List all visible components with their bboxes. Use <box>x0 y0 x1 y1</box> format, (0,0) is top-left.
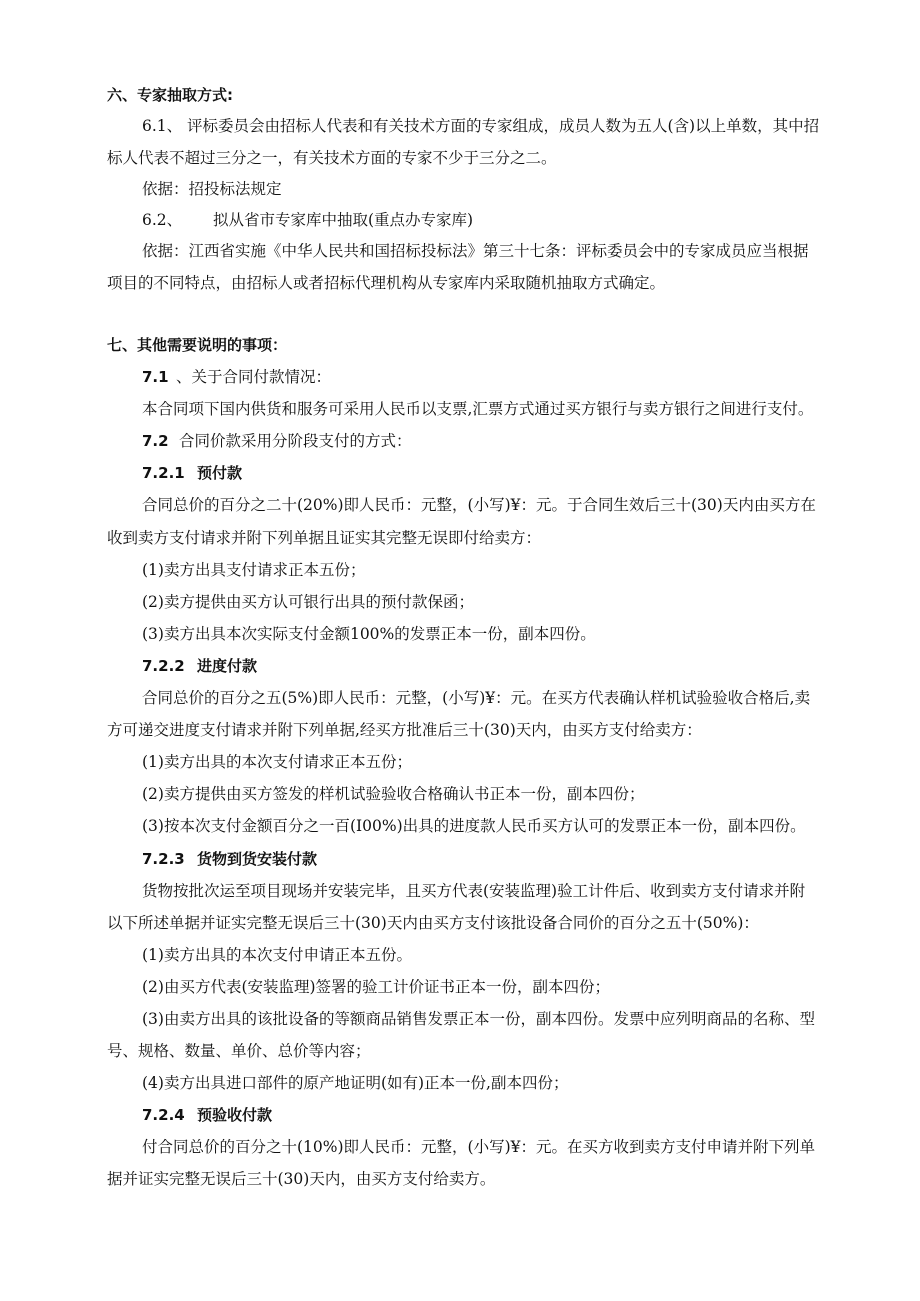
advance-payment-line-2: 收到卖方支付请求并附下列单据且证实其完整无误即付给卖方： <box>107 528 542 547</box>
payment-method-text: 本合同项下国内供货和服务可采用人民币以支票,汇票方式通过买方银行与卖方银行之间进行支付。 <box>142 400 814 419</box>
advance-doc-3: (3)卖方出具本次实际支付金额100%的发票正本一份，副本四份。 <box>142 624 596 643</box>
advance-payment-line-1: 合同总价的百分之二十(20%)即人民币：元整，(小写)¥：元。于合同生效后三十(30)天内由买方在 <box>142 496 816 515</box>
clause-6-2-text: 拟从省市专家库中抽取(重点办专家库) <box>213 211 474 230</box>
clause-7-2-2-title: 进度付款 <box>197 656 258 675</box>
pre-acceptance-payment-line-2: 据并证实完整无误后三十(30)天内，由买方支付给卖方。 <box>107 1170 496 1189</box>
clause-7-2-4-heading <box>107 1099 877 1131</box>
advance-doc-1: (1)卖方出具支付请求正本五份； <box>142 560 366 579</box>
pre-acceptance-payment-line-1: 付合同总价的百分之十(10%)即人民币：元整，(小写)¥：元。在买方收到卖方支付申请并附下列单 <box>142 1138 816 1157</box>
clause-7-2-3-heading <box>107 843 877 875</box>
clause-7-2-1-title: 预付款 <box>197 464 243 483</box>
delivery-doc-3-line-1: (3)由卖方出具的该批设备的等额商品销售发票正本一份，副本四份。发票中应列明商品的名称、型 <box>142 1009 815 1028</box>
delivery-doc-4: (4)卖方出具进口部件的原产地证明(如有)正本一份,副本四份； <box>142 1074 569 1093</box>
clause-6-1-line-2: 标人代表不超过三分之一，有关技术方面的专家不少于三分之二。 <box>107 148 557 167</box>
clause-7-2-1-number: 7.2.1 <box>142 464 185 483</box>
delivery-doc-3-line-2: 号、规格、数量、单价、总价等内容； <box>107 1042 371 1061</box>
clause-7-2-1-heading <box>107 457 877 489</box>
delivery-doc-1: (1)卖方出具的本次支付申请正本五份。 <box>142 945 412 964</box>
progress-payment-line-1: 合同总价的百分之五(5%)即人民币：元整，(小写)¥：元。在买方代表确认样机试验验收合格后,卖 <box>142 689 811 708</box>
clause-6-1 <box>107 111 877 142</box>
section-7-heading: 七、其他需要说明的事项： <box>107 336 288 354</box>
section-7 <box>107 329 877 1196</box>
progress-doc-1: (1)卖方出具的本次支付请求正本五份； <box>142 753 412 772</box>
clause-7-2-2-heading <box>107 650 877 682</box>
clause-7-1-number: 7.1 <box>142 368 169 387</box>
clause-6-2-number: 6.2、 <box>142 211 183 230</box>
clause-6-2 <box>107 205 877 236</box>
clause-6-1-line-1: 评标委员会由招标人代表和有关技术方面的专家组成，成员人数为五人(含)以上单数，其中招 <box>187 117 820 136</box>
basis-2-line-2: 项目的不同特点，由招标人或者招标代理机构从专家库内采取随机抽取方式确定。 <box>107 273 666 292</box>
clause-7-2-4-number: 7.2.4 <box>142 1106 185 1125</box>
clause-7-2-number: 7.2 <box>142 432 169 451</box>
clause-7-2-2-number: 7.2.2 <box>142 656 185 675</box>
section-6 <box>107 80 877 299</box>
clause-7-2-text: 合同价款采用分阶段支付的方式： <box>179 432 412 451</box>
clause-6-1-number: 6.1、 <box>142 117 183 136</box>
clause-7-2 <box>107 425 877 457</box>
progress-doc-2: (2)卖方提供由买方签发的样机试验验收合格确认书正本一份，副本四份； <box>142 785 645 804</box>
clause-7-2-4-title: 预验收付款 <box>197 1106 273 1125</box>
basis-2-line-1: 依据：江西省实施《中华人民共和国招标投标法》第三十七条：评标委员会中的专家成员应当根据 <box>142 242 809 261</box>
basis-1: 依据：招投标法规定 <box>142 179 282 198</box>
advance-doc-2: (2)卖方提供由买方认可银行出具的预付款保函； <box>142 592 474 611</box>
delivery-payment-line-2: 以下所述单据并证实完整无误后三十(30)天内由买方支付该批设备合同价的百分之五十(50%)： <box>107 913 759 932</box>
clause-7-1-text: 、关于合同付款情况： <box>176 368 332 387</box>
section-6-heading: 六、专家抽取方式: <box>107 86 233 104</box>
progress-doc-3: (3)按本次支付金额百分之一百(I00%)出具的进度款人民币买方认可的发票正本一份，副本四份。 <box>142 817 806 836</box>
clause-7-1 <box>107 361 877 393</box>
progress-payment-line-2: 方可递交进度支付请求并附下列单据,经买方批准后三十(30)天内，由买方支付给卖方： <box>107 721 702 740</box>
clause-7-2-3-number: 7.2.3 <box>142 849 185 868</box>
delivery-doc-2: (2)由买方代表(安装监理)签署的验工计价证书正本一份，副本四份； <box>142 977 611 996</box>
clause-7-2-3-title: 货物到货安装付款 <box>197 849 318 868</box>
delivery-payment-line-1: 货物按批次运至项目现场并安装完毕，且买方代表(安装监理)验工计件后、收到卖方支付请求并附 <box>142 881 806 900</box>
